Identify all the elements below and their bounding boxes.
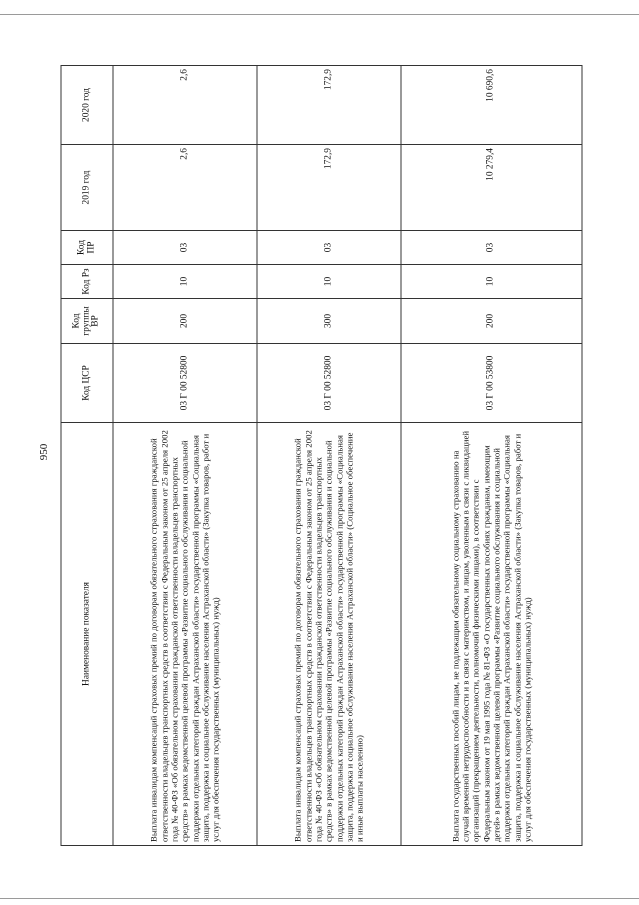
- row-2020: 172,9: [257, 66, 401, 145]
- table-row: [401, 66, 582, 846]
- budget-table: [61, 65, 583, 846]
- header-vr: Код группы ВР: [61, 299, 113, 344]
- rotated-page-content: [61, 66, 582, 846]
- table-row: [113, 66, 257, 846]
- row-2020: 2,6: [113, 66, 257, 145]
- scan-edge-line-bottom: [0, 898, 639, 899]
- row-pr: 03: [113, 231, 257, 265]
- row-rz: 10: [113, 265, 257, 299]
- row-vr: 200: [401, 299, 582, 344]
- header-2020: 2020 год: [61, 66, 113, 145]
- row-pr: 03: [257, 231, 401, 265]
- table-header-row: [61, 66, 113, 846]
- row-2019: 172,9: [257, 145, 401, 231]
- scan-edge-line-top: [0, 14, 639, 15]
- header-name: Наименование показателя: [61, 423, 113, 846]
- row-name: Выплата инвалидам компенсаций страховых премий по договорам обязательного страхования гражданской ответственности владельцев транспортных средств в соответствии с Федеральным законом от 25 апреля 2002 года № 40-ФЗ «Об обязательном страховании гражданской ответственности владельцев транспортных средств» в рамках ведомственной целевой программы «Развитие социального обслуживания и социальной поддержки отдельных категорий граждан Астраханской области» государственной программы «Социальная защита, поддержка и социальное обслуживание населения Астраханской области» (Закупка товаров, работ и услуг для обеспечения государственных (муниципальных) нужд): [113, 423, 257, 846]
- row-csr: 03 Г 00 52800: [113, 344, 257, 423]
- row-csr: 03 Г 00 52800: [257, 344, 401, 423]
- page-number: 950: [38, 443, 50, 461]
- header-2019: 2019 год: [61, 145, 113, 231]
- row-rz: 10: [257, 265, 401, 299]
- table-row: [257, 66, 401, 846]
- header-pr: Код ПР: [61, 231, 113, 265]
- row-name: Выплата государственных пособий лицам, не подлежащим обязательному социальному страхованию на случай временной нетрудоспособности и в связи с материнством, и лицам, уволенным в связи с ликвидацией организаций (прекращением деятельности, полномочий физическими лицами), в соответствии с Федеральным законом от 19 мая 1995 года № 81-ФЗ «О государственных пособиях гражданам, имеющим детей» в рамках ведомственной целевой программы «Развитие социального обслуживания и социальной поддержки отдельных категорий граждан Астраханской области» государственной программы «Социальная защита, поддержка и социальное обслуживание населения Астраханской области» (Закупка товаров, работ и услуг для обеспечения государственных (муниципальных) нужд): [401, 423, 582, 846]
- header-csr: Код ЦСР: [61, 344, 113, 423]
- row-name: Выплата инвалидам компенсаций страховых премий по договорам обязательного страхования гражданской ответственности владельцев транспортных средств в соответствии с Федеральным законом от 25 апреля 2002 года № 40-ФЗ «Об обязательном страховании гражданской ответственности владельцев транспортных средств» в рамках ведомственной целевой программы «Развитие социального обслуживания и социальной поддержки отдельных категорий граждан Астраханской области» государственной программы «Социальная защита, поддержка и социальное обслуживание населения Астраханской области» (Социальное обеспечение и иные выплаты населению): [257, 423, 401, 846]
- row-2019: 2,6: [113, 145, 257, 231]
- row-csr: 03 Г 00 53800: [401, 344, 582, 423]
- row-vr: 200: [113, 299, 257, 344]
- row-vr: 300: [257, 299, 401, 344]
- row-2020: 10 690,6: [401, 66, 582, 145]
- row-pr: 03: [401, 231, 582, 265]
- header-rz: Код Рз: [61, 265, 113, 299]
- row-2019: 10 279,4: [401, 145, 582, 231]
- row-rz: 10: [401, 265, 582, 299]
